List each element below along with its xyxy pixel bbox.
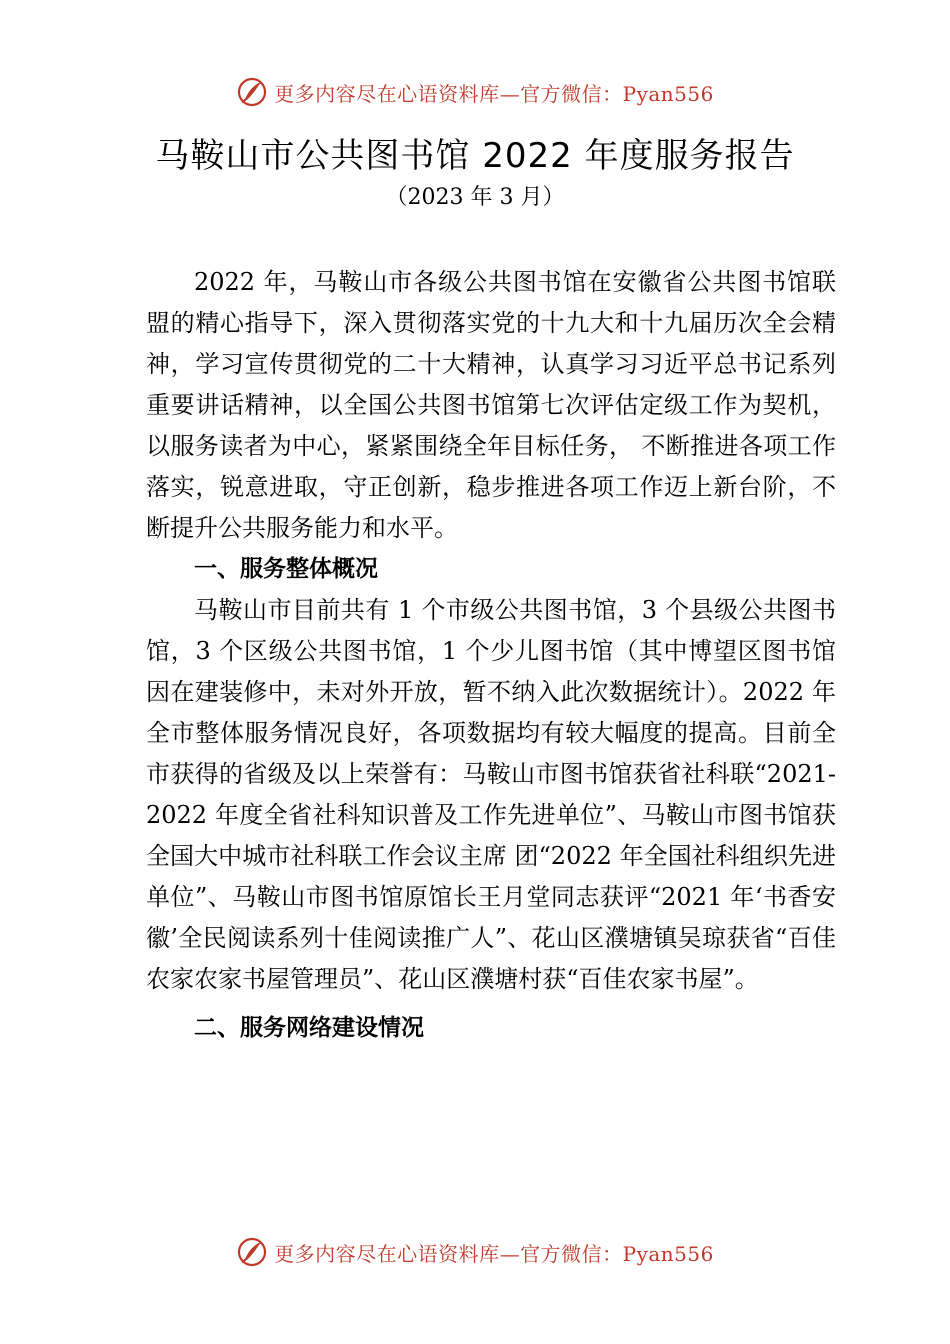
watermark-footer	[0, 1232, 950, 1272]
intro-paragraph: 2022 年，马鞍山市各级公共图书馆在安徽省公共图书馆联盟的精心指导下，深入贯彻落实党的十九大和十九届历次全会精神，学习宣传贯彻党的二十大精神，认真学习习近平总书记系列重要讲话精神，以全国公共图书馆第七次评估定级工作为契机，以服务读者为中心，紧紧围绕全年目标任务， 不断推进各项工作落实，锐意进取，守正创新，稳步推进各项工作迈上新台阶，不断提升公共服务能力和水平。	[146, 268, 836, 542]
quill-circle-icon	[236, 76, 268, 108]
section-heading-overview: 一、服务整体概况	[194, 556, 378, 582]
document-title: 马鞍山市公共图书馆 2022 年度服务报告	[155, 136, 795, 176]
watermark-text: 更多内容尽在心语资料库—官方微信：Pyan556	[274, 1241, 714, 1266]
watermark-header	[0, 72, 950, 112]
overview-paragraph: 马鞍山市目前共有 1 个市级公共图书馆，3 个县级公共图书馆，3 个区级公共图书馆，1 个少儿图书馆（其中博望区图书馆因在建装修中，未对外开放，暂不纳入此次数据统计）。2022 年全市整体服务情况良好，各项数据均有较大幅度的提高。目前全市获得的省级及以上荣誉有：马鞍山市图书馆获省社科联“2021-2022 年度全省社科知识普及工作先进单位”、马鞍山市图书馆获全国大中城市社科联工作会议主席 团“2022 年全国社科组织先进单位”、马鞍山市图书馆原馆长王月堂同志获评“2021 年‘书香安徽’全民阅读系列十佳阅读推广人”、花山区濮塘镇吴琼获省“百佳农家农家书屋管理员”、花山区濮塘村获“百佳农家书屋”。	[146, 596, 836, 993]
quill-circle-icon	[236, 1236, 268, 1268]
section-heading-network: 二、服务网络建设情况	[194, 1015, 424, 1041]
document-date: （2023 年 3 月）	[385, 185, 565, 210]
watermark-text: 更多内容尽在心语资料库—官方微信：Pyan556	[274, 81, 714, 106]
document-body	[146, 262, 836, 1049]
